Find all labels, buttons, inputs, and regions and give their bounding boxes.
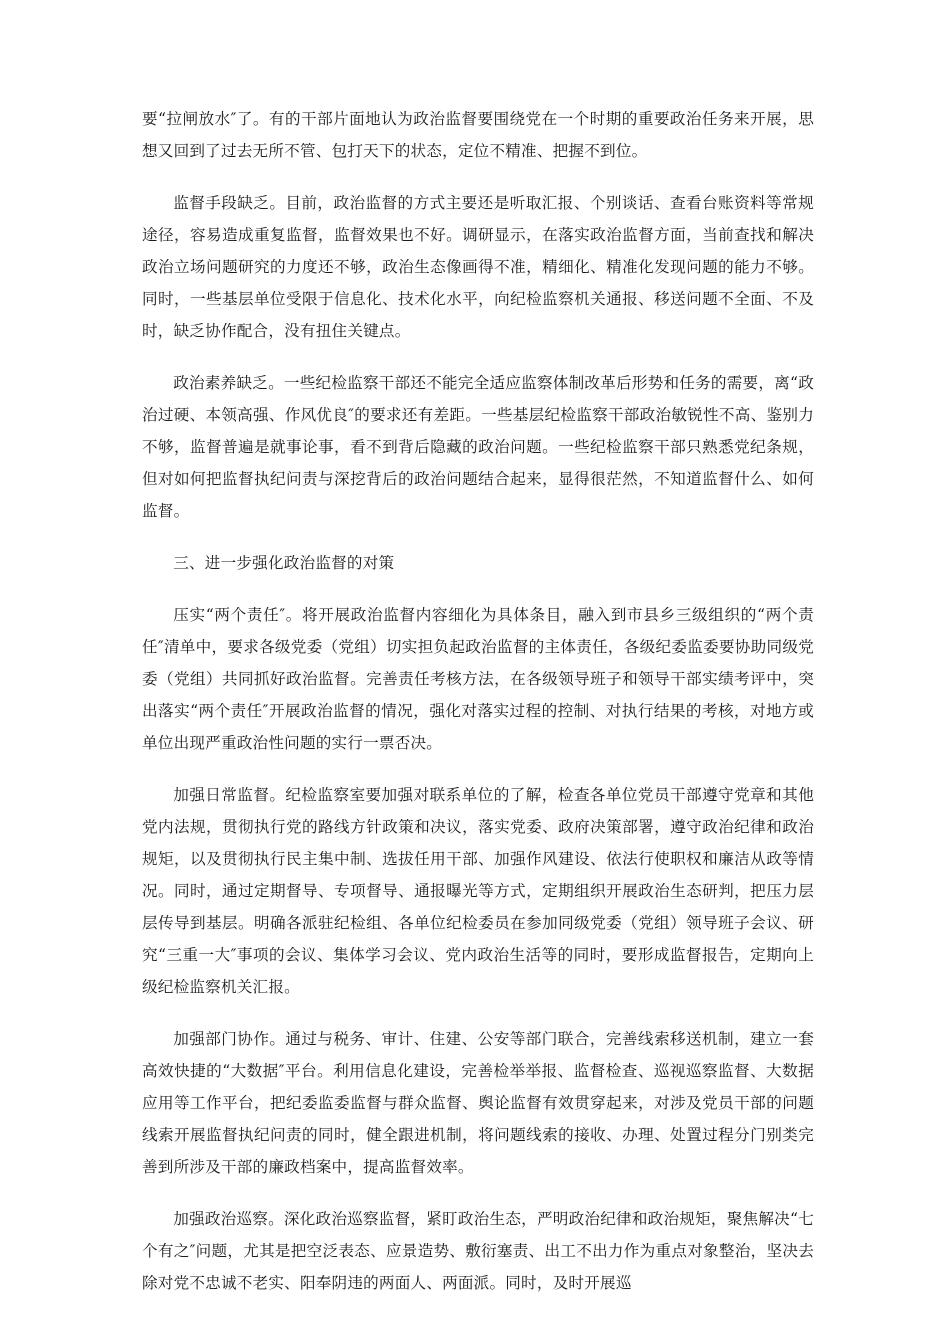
- paragraph-daily-supervision: 加强日常监督。纪检监察室要加强对联系单位的了解，检查各单位党员干部遵守党章和其他党内法规，贯彻执行党的路线方针政策和决议，落实党委、政府决策部署，遵守政治纪律和政治规矩，以及贯彻执行民主集中制、选拔任用干部、加强作风建设、依法行使职权和廉洁从政等情况。同时，通过定期督导、专项督导、通报曝光等方式，定期组织开展政治生态研判，把压力层层传导到基层。明确各派驻纪检组、各单位纪检委员在参加同级党委（党组）领导班子会议、研究“三重一大″事项的会议、集体学习会议、党内政治生活等的同时，要形成监督报告，定期向上级纪检监察机关汇报。: [142, 786, 814, 996]
- paragraph-supervision-means: 监督手段缺乏。目前，政治监督的方式主要还是听取汇报、个别谈话、查看台账资料等常规途径，容易造成重复监督，监督效果也不好。调研显示，在落实政治监督方面，当前查找和解决政治立场问题研究的力度还不够，政治生态像画得不准，精细化、精准化发现问题的能力不够。同时，一些基层单位受限于信息化、技术化水平，向纪检监察机关通报、移送问题不全面、不及时，缺乏协作配合，没有扭住关键点。: [142, 194, 814, 340]
- paragraph-continuation: 要“拉闸放水″了。有的干部片面地认为政治监督要围绕党在一个时期的重要政治任务来开展，思想又回到了过去无所不管、包打天下的状态，定位不精准、把握不到位。: [142, 110, 814, 160]
- paragraph-two-responsibilities: 压实“两个责任″。将开展政治监督内容细化为具体条目，融入到市县乡三级组织的“两个责任″清单中，要求各级党委（党组）切实担负起政治监督的主体责任，各级纪委监委要协助同级党委（党组）共同抓好政治监督。完善责任考核方法，在各级领导班子和领导干部实绩考评中，突出落实“两个责任″开展政治监督的情况，强化对落实过程的控制、对执行结果的考核，对地方或单位出现严重政治性问题的实行一票否决。: [142, 606, 814, 752]
- section-heading: 三、进一步强化政治监督的对策: [173, 554, 395, 572]
- paragraph-department-cooperation: 加强部门协作。通过与税务、审计、住建、公安等部门联合，完善线索移送机制，建立一套高效快捷的“大数据″平台。利用信息化建设，完善检举举报、监督检查、巡视巡察监督、大数据应用等工作平台，把纪委监委监督与群众监督、舆论监督有效贯穿起来，对涉及党员干部的问题线索开展监督执纪问责的同时，健全跟进机制，将问题线索的接收、办理、处置过程分门别类完善到所涉及干部的廉政档案中，提高监督效率。: [142, 1030, 814, 1176]
- paragraph-political-inspection: 加强政治巡察。深化政治巡察监督，紧盯政治生态，严明政治纪律和政治规矩，聚焦解决“七个有之″问题，尤其是把空泛表态、应景造势、敷衍塞责、出工不出力作为重点对象整治，坚决去除对党不忠诚不老实、阳奉阴违的两面人、两面派。同时，及时开展巡: [142, 1210, 814, 1292]
- paragraph-political-literacy: 政治素养缺乏。一些纪检监察干部还不能完全适应监察体制改革后形势和任务的需要，离“政治过硬、本领高强、作风优良″的要求还有差距。一些基层纪检监察干部政治敏锐性不高、鉴别力不够，监督普遍是就事论事，看不到背后隐藏的政治问题。一些纪检监察干部只熟悉党纪条规，但对如何把监督执纪问责与深挖背后的政治问题结合起来，显得很茫然，不知道监督什么、如何监督。: [142, 374, 814, 520]
- document-body: [142, 103, 814, 1319]
